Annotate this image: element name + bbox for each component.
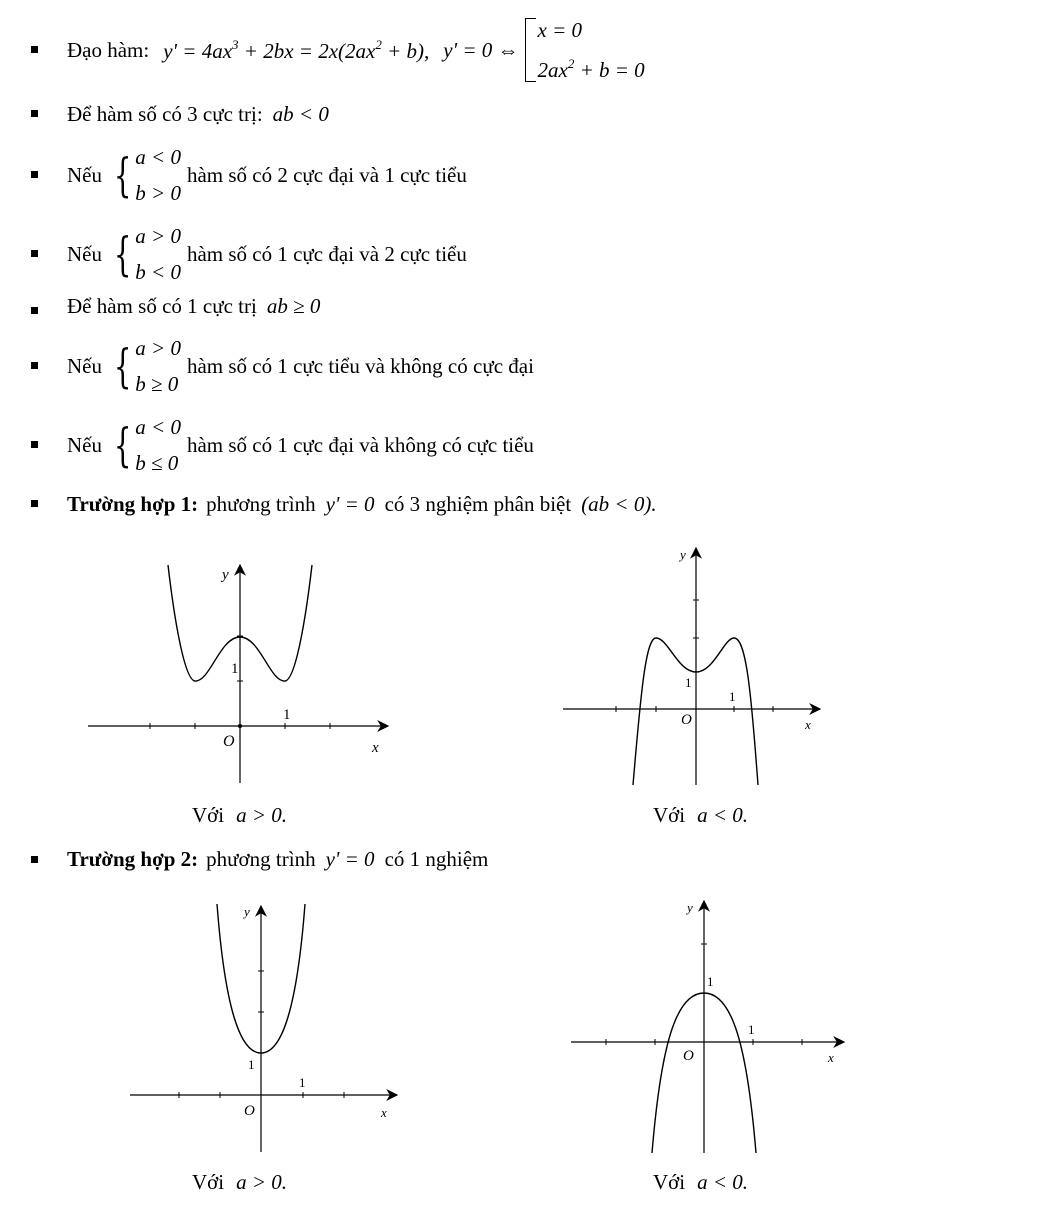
graph-u-shape-a-positive (125, 898, 405, 1156)
graph-label: y (680, 547, 686, 562)
derivative-formula: $y' = 4ax^3 + 2bx = 2x(2ax^2 + b)$, (163, 36, 430, 63)
caption-a-negative-2: Với a < 0. (653, 1170, 749, 1194)
graph-label: 1 (248, 1057, 255, 1072)
derivative-line (67, 18, 645, 82)
graph-label: 1 (707, 974, 714, 989)
case-heading-1: Trường hợp 1: phương trình y' = 0 có 3 nghiệm phân biệt (ab < 0). (67, 491, 657, 516)
case-1-line: Nếu { a < 0 b > 0 hàm số có 2 cực đại và 1 cực tiểu (67, 145, 467, 205)
graph-label: O (681, 712, 692, 728)
roots-bracket (525, 13, 645, 87)
graph-label: 1 (729, 689, 736, 704)
derivative-label: Đạo hàm: (67, 37, 150, 62)
graph-label: x (828, 1050, 834, 1065)
case-3-line: Nếu { a > 0 b ≥ 0 hàm số có 1 cực tiểu và không có cực đại (67, 336, 534, 396)
graph-label: x (381, 1105, 387, 1120)
y-axis-label: y (222, 567, 229, 583)
graph-label: O (683, 1048, 694, 1064)
tick-label-y-1: 1 (231, 661, 239, 677)
three-extrema-line: Để hàm số có 3 cực trị: ab < 0 (67, 101, 329, 126)
origin-label: O (223, 733, 235, 750)
case-2-line: Nếu { a > 0 b < 0 hàm số có 1 cực đại và 2 cực tiểu (67, 224, 467, 284)
graph-m-shape-a-negative (558, 540, 830, 790)
bullet (31, 856, 38, 863)
x-axis-label: x (372, 740, 379, 756)
bullet (31, 171, 38, 178)
root-line-2: $2ax^2 + b = 0$ (537, 56, 645, 82)
bullet (31, 362, 38, 369)
case-heading-2: Trường hợp 2: phương trình y' = 0 có 1 nghiệm (67, 846, 489, 871)
graph-label: 1 (748, 1022, 755, 1037)
bullet (31, 110, 38, 117)
graph-label: y (244, 904, 250, 919)
bullet (31, 250, 38, 257)
derivative-zero: y' = 0 ⇔ (443, 37, 519, 62)
graph-label: y (687, 900, 693, 915)
caption-a-positive-1: Với a > 0. (192, 803, 288, 827)
tick-label-x-1: 1 (283, 707, 291, 723)
graph-label: x (805, 717, 811, 732)
graph-label: 1 (685, 675, 692, 690)
bullet (31, 441, 38, 448)
graph-cap-shape-a-negative (566, 895, 851, 1157)
bullet (31, 500, 38, 507)
graph-w-shape-a-positive (80, 555, 400, 790)
caption-a-positive-2: Với a > 0. (192, 1170, 288, 1194)
case-4-line: Nếu { a < 0 b ≤ 0 hàm số có 1 cực đại và không có cực tiểu (67, 415, 534, 475)
graph-label: O (244, 1103, 255, 1119)
graph-label: 1 (299, 1075, 306, 1090)
bullet (31, 307, 38, 314)
one-extremum-line: Để hàm số có 1 cực trị ab ≥ 0 (67, 293, 321, 318)
bullet (31, 46, 38, 53)
caption-a-negative-1: Với a < 0. (653, 803, 749, 827)
root-line-1: x = 0 (537, 18, 583, 42)
